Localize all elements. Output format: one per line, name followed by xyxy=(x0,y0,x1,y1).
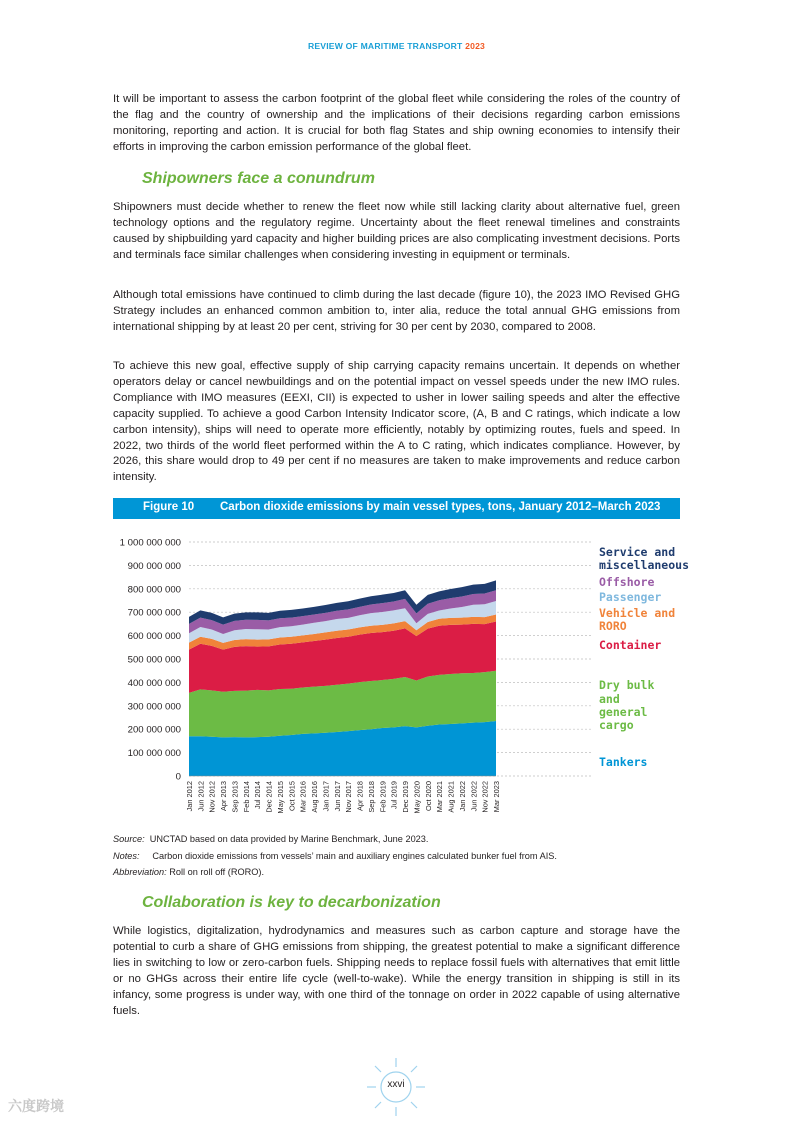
x-tick-label: Nov 2012 xyxy=(207,781,217,813)
header-title: REVIEW OF MARITIME TRANSPORT xyxy=(307,41,463,51)
legend-label: Service and miscellaneous xyxy=(599,545,690,572)
x-tick-label: Jul 2019 xyxy=(389,781,399,809)
y-tick-label: 100 000 000 xyxy=(127,748,181,760)
section-title-collaboration: Collaboration is key to decarbonization xyxy=(142,894,441,911)
x-tick-label: Mar 2023 xyxy=(492,781,501,813)
x-tick-label: Nov 2017 xyxy=(344,781,354,813)
x-tick-label: Sep 2013 xyxy=(230,781,240,813)
x-tick-label: Jul 2014 xyxy=(253,781,263,809)
x-tick-label: Jan 2022 xyxy=(457,781,467,812)
legend-label: Offshore xyxy=(599,575,655,589)
figure-abbreviation xyxy=(113,867,264,877)
figure-source xyxy=(113,834,428,844)
x-tick-label: Aug 2016 xyxy=(310,781,320,813)
legend-label: Container xyxy=(599,638,662,652)
notes-text: Carbon dioxide emissions from vessels’ main and auxiliary engines calculated bunker fuel from AIS. xyxy=(152,851,557,861)
section-title-shipowners: Shipowners face a conundrum xyxy=(142,170,375,187)
y-tick-label: 300 000 000 xyxy=(127,701,181,713)
emissions-area-chart xyxy=(100,530,690,830)
y-tick-label: 500 000 000 xyxy=(127,654,181,666)
x-tick-label: Dec 2014 xyxy=(264,781,274,813)
running-header xyxy=(0,41,793,51)
paragraph-fleet-renewal: Shipowners must decide whether to renew the fleet now while still lacking clarity about alternative fuel, green technology options and the regulatory regime. Uncertainty about the fleet renewal timelines and constraints caused by shipbuilding yard capacity and higher building prices are also complicating investment decisions. Ports and terminals face similar challenges when considering investing in equipment or terminals. xyxy=(113,201,680,261)
x-tick-label: May 2015 xyxy=(275,781,285,814)
abbreviation-label: Abbreviation: xyxy=(113,867,167,877)
y-tick-label: 900 000 000 xyxy=(127,560,181,572)
x-tick-label: Feb 2019 xyxy=(378,781,388,813)
x-tick-label: Jun 2012 xyxy=(196,781,206,812)
figure-notes xyxy=(113,851,557,861)
y-tick-label: 800 000 000 xyxy=(127,584,181,596)
x-tick-label: Sep 2018 xyxy=(366,781,376,813)
paragraph-capacity-supply: To achieve this new goal, effective supply of ship carrying capacity remains uncertain. It depends on whether operators delay or cancel newbuildings and on the potential impact on vessel speeds under the new IMO rules. Compliance with IMO measures (EEXI, CII) is expected to usher in lower sailing speeds and alter the effective capacity supplied. To achieve a good Carbon Intensity Indicator score, (A, B and C ratings, which indicate a low carbon intensity), ships will need to operate more efficiently, notably by optimizing routes, fuels and speed. In 2022, two thirds of the world fleet performed within the A to C rating, which indicates compliance. However, by 2026, this share would drop to 49 per cent if no measures are taken to make improvements and reduce carbon intensity. xyxy=(113,360,680,484)
x-tick-label: May 2020 xyxy=(412,781,422,814)
header-year: 2023 xyxy=(465,41,486,51)
x-tick-label: Mar 2021 xyxy=(435,781,445,813)
y-tick-label: 700 000 000 xyxy=(127,607,181,619)
x-tick-label: Dec 2019 xyxy=(401,781,411,813)
y-tick-label: 1 000 000 000 xyxy=(119,537,181,549)
x-tick-label: Jan 2012 xyxy=(185,781,194,812)
paragraph-emissions-strategy: Although total emissions have continued to climb during the last decade (figure 10), the 2023 IMO Revised GHG Strategy includes an enhanced common ambition to, inter alia, reduce the total annual GHG emissions from international shipping by at least 20 per cent, striving for 30 per cent by 2030, compared to 2008. xyxy=(113,289,680,333)
x-tick-label: Aug 2021 xyxy=(446,781,456,813)
figure-caption-bar xyxy=(113,498,680,519)
x-tick-label: Nov 2022 xyxy=(480,781,490,813)
source-text: UNCTAD based on data provided by Marine Benchmark, June 2023. xyxy=(149,834,429,844)
figure-number: Figure 10 xyxy=(143,501,195,513)
legend-label: Passenger xyxy=(599,590,662,604)
x-tick-label: Oct 2020 xyxy=(423,781,433,811)
x-tick-label: Apr 2018 xyxy=(355,781,365,811)
watermark-text: 六度跨境 xyxy=(8,1098,64,1114)
page-number: xxvi xyxy=(387,1079,405,1090)
abbreviation-text: Roll on roll off (RORO). xyxy=(169,867,264,877)
source-label: Source: xyxy=(113,834,145,844)
paragraph-decarbonization: While logistics, digitalization, hydrodynamics and measures such as carbon capture and storage have the potential to curb a share of GHG emissions from shipping, the greatest potential to make a significant difference lies in switching to low or zero-carbon fuels. Shipping needs to replace fossil fuels with alternatives that emit little or no GHGs across their entire life cycle (well-to-wake). While the energy transition in shipping is still in its infancy, some progress is under way, with one third of the tonnage on order in 2022 capable of using alternative fuels. xyxy=(113,925,680,1017)
figure-title: Carbon dioxide emissions by main vessel types, tons, January 2012–March 2023 xyxy=(220,501,661,513)
x-tick-label: Jan 2017 xyxy=(321,781,331,812)
notes-label: Notes: xyxy=(113,851,140,861)
y-tick-label: 600 000 000 xyxy=(127,631,181,643)
intro-paragraph: It will be important to assess the carbon footprint of the global fleet while considering the roles of the country of the flag and the country of ownership and the implications of their decisions regarding carbon emissions monitoring, reporting and action. It is crucial for both flag States and ship owning economies to intensify their efforts in improving the carbon emission performance of the global fleet. xyxy=(113,93,680,153)
legend-label: Tankers xyxy=(599,755,648,769)
y-tick-label: 400 000 000 xyxy=(127,677,181,689)
y-tick-label: 0 xyxy=(175,771,181,783)
legend-label: Vehicle and RORO xyxy=(599,606,676,633)
page-footer xyxy=(365,1056,427,1118)
x-tick-label: Jun 2017 xyxy=(332,781,342,812)
x-tick-label: Mar 2016 xyxy=(298,781,308,813)
legend-label: Dry bulk and general cargo xyxy=(599,678,655,732)
x-tick-label: Apr 2013 xyxy=(219,781,229,811)
x-tick-label: Feb 2014 xyxy=(241,781,251,813)
y-tick-label: 200 000 000 xyxy=(127,724,181,736)
x-tick-label: Jun 2022 xyxy=(469,781,479,812)
x-tick-label: Oct 2015 xyxy=(287,781,297,811)
